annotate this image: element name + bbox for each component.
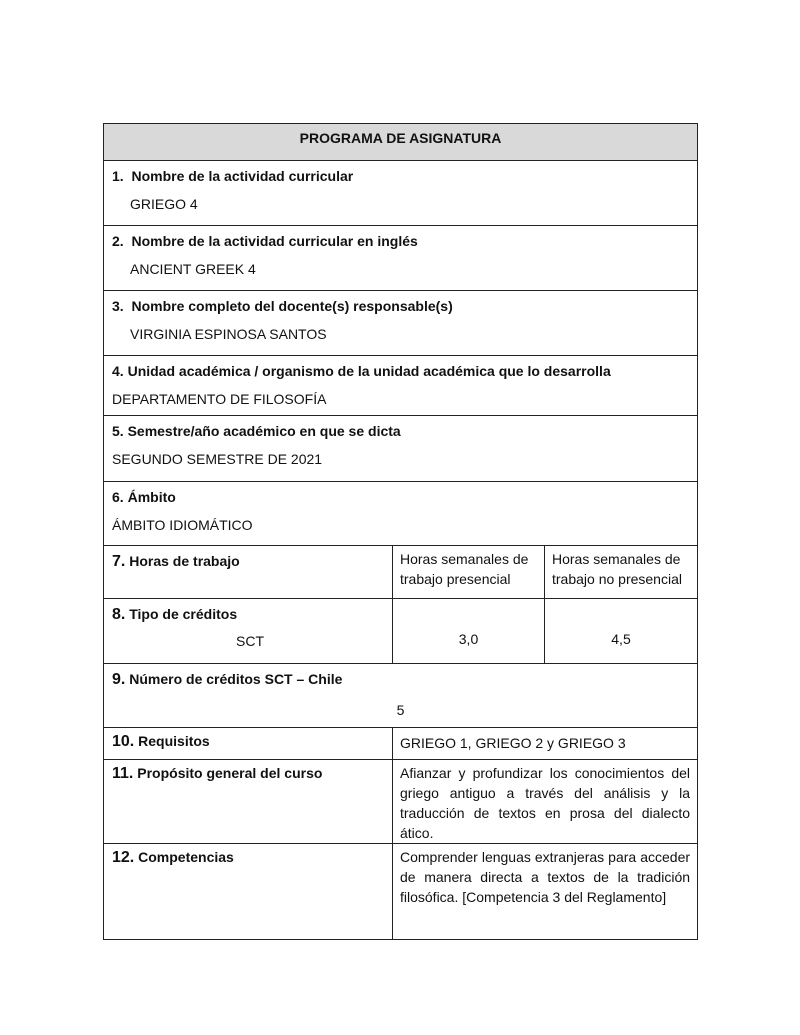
section-row <box>104 482 698 546</box>
credits-type-row <box>104 599 698 664</box>
competencies-row <box>104 844 698 940</box>
course-program-table <box>103 123 698 940</box>
credits-no-presencial-value: 4,5 <box>611 631 631 647</box>
section-row <box>104 291 698 356</box>
section-label: 3. Nombre completo del docente(s) responsable(s) <box>112 298 453 314</box>
section-value: GRIEGO 4 <box>130 196 198 212</box>
competencies-value: Comprender lenguas extranjeras para acceder de manera directa a textos de la tradición filosófica. [Competencia 3 del Reglamento] <box>400 849 691 905</box>
requirements-label: 10. Requisitos <box>112 733 210 750</box>
purpose-value: Afianzar y profundizar los conocimientos del griego antiguo a través del análisis y la traducción de textos en prosa del dialecto ático. <box>400 765 691 841</box>
requirements-value: GRIEGO 1, GRIEGO 2 y GRIEGO 3 <box>400 735 626 751</box>
section-value: DEPARTAMENTO DE FILOSOFÍA <box>112 391 327 407</box>
purpose-label: 11. Propósito general del curso <box>112 765 323 782</box>
section-row <box>104 356 698 416</box>
credits-presencial-value: 3,0 <box>458 631 479 647</box>
section-label: 6. Ámbito <box>112 489 176 505</box>
requirements-row <box>104 728 698 760</box>
section-value: ÁMBITO IDIOMÁTICO <box>112 517 253 533</box>
credits-type-label: 8. Tipo de créditos <box>112 606 238 623</box>
section-label: 4. Unidad académica / organismo de la unidad académica que lo desarrolla <box>112 363 611 379</box>
credits-number-label: 9. Número de créditos SCT – Chile <box>112 671 343 688</box>
competencies-label: 12. Competencias <box>112 849 234 866</box>
section-row <box>104 416 698 482</box>
hours-row <box>104 546 698 599</box>
section-value: ANCIENT GREEK 4 <box>130 261 256 277</box>
purpose-row <box>104 760 698 844</box>
section-value: VIRGINIA ESPINOSA SANTOS <box>130 326 327 342</box>
credits-type-value: SCT <box>236 633 264 649</box>
section-label: 5. Semestre/año académico en que se dicta <box>112 423 401 439</box>
hours-presencial-header: Horas semanales de trabajo presencial <box>400 551 529 587</box>
section-row <box>104 161 698 226</box>
section-value: SEGUNDO SEMESTRE DE 2021 <box>112 451 323 467</box>
document-title: PROGRAMA DE ASIGNATURA <box>104 124 698 161</box>
credits-number-row <box>104 664 698 728</box>
section-row <box>104 226 698 291</box>
title-row <box>104 124 698 161</box>
credits-number-value: 5 <box>396 702 405 718</box>
section-label: 2. Nombre de la actividad curricular en inglés <box>112 233 418 249</box>
hours-label: 7. Horas de trabajo <box>112 553 240 570</box>
hours-no-presencial-header: Horas semanales de trabajo no presencial <box>552 551 682 587</box>
section-label: 1. Nombre de la actividad curricular <box>112 168 354 184</box>
